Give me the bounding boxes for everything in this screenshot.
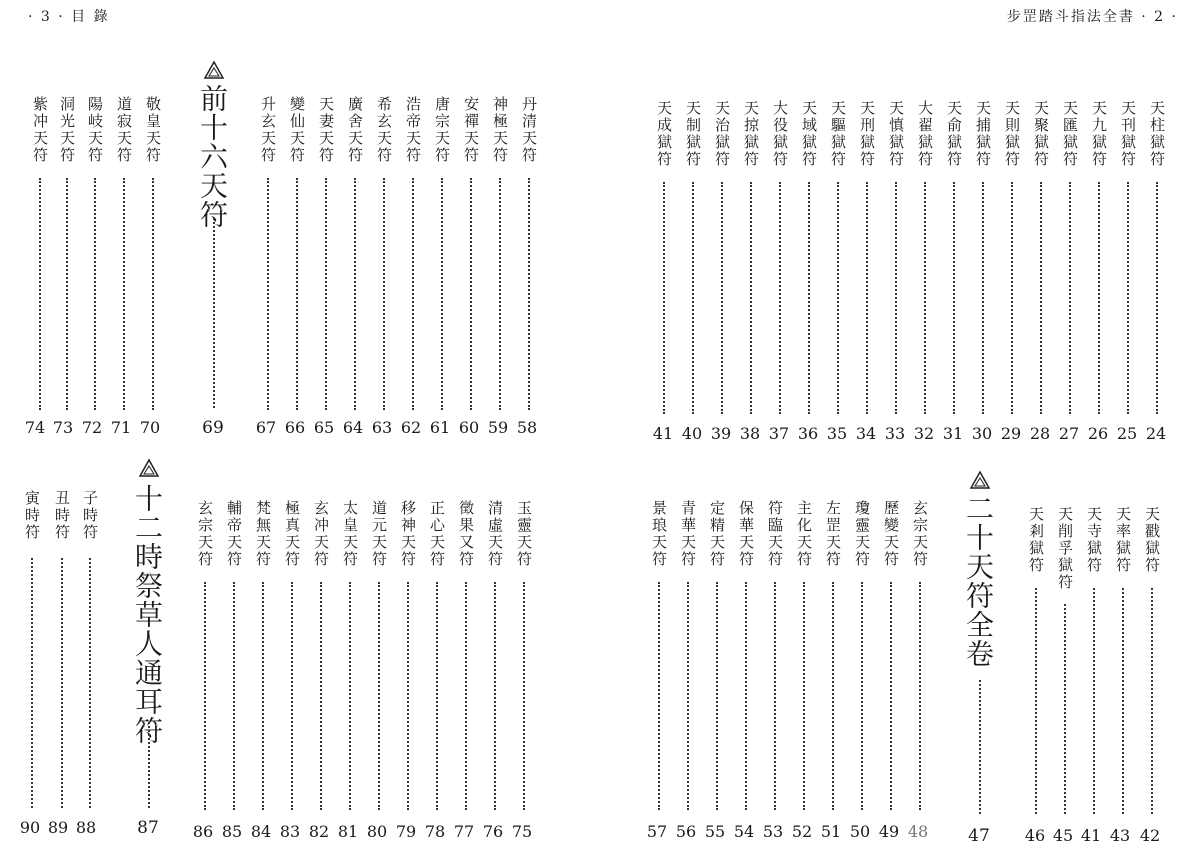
toc-entry-title: 天則獄符 [1003,100,1021,168]
toc-entry-page: 25 [1116,424,1138,443]
toc-entry-title: 天剎獄符 [1027,506,1045,574]
toc-entry-title: 天寺獄符 [1085,506,1103,574]
toc-entry-title: 定精天符 [708,500,726,568]
toc-entry-page: 74 [24,418,46,437]
toc-entry-title: 天刑獄符 [858,100,876,168]
page-header-left: · 3 · 目 錄 [28,9,110,25]
section-page: 69 [202,418,224,438]
section-page: 47 [968,826,990,846]
toc-entry-page: 39 [710,424,732,443]
section-title: 前十六天符 [196,84,229,229]
toc-entry-title: 浩帝天符 [404,96,422,164]
toc-entry-title: 天驅獄符 [829,100,847,168]
toc-entry-title: 天九獄符 [1090,100,1108,168]
toc-entry-title: 景琅天符 [650,500,668,568]
toc-entry-title: 玄冲天符 [312,500,330,568]
toc-entry-title: 左罡天符 [824,500,842,568]
toc-entry-title: 紫冲天符 [31,96,49,164]
toc-entry-page: 28 [1029,424,1051,443]
toc-entry-page: 75 [511,822,533,841]
toc-entry-page: 48 [907,822,929,841]
toc-entry-title: 丑時符 [53,490,71,541]
toc-entry-page: 55 [704,822,726,841]
toc-entry-page: 27 [1058,424,1080,443]
toc-entry-page: 49 [878,822,900,841]
toc-entry-page: 86 [192,822,214,841]
toc-entry-title: 徵果又符 [457,500,475,568]
toc-entry-title: 天俞獄符 [945,100,963,168]
toc-entry-title: 寅時符 [23,490,41,541]
toc-entry-page: 46 [1024,826,1046,845]
toc-entry-page: 26 [1087,424,1109,443]
page-header-right: 步罡踏斗指法全書 · 2 · [1006,9,1178,25]
toc-entry-title: 清虛天符 [486,500,504,568]
triangle-marker-icon [969,470,991,490]
toc-entry-page: 78 [424,822,446,841]
toc-entry-title: 極真天符 [283,500,301,568]
toc-entry-page: 90 [19,818,41,837]
toc-entry-title: 正心天符 [428,500,446,568]
toc-entry-title: 唐宗天符 [433,96,451,164]
section-title: 二十天符全卷 [962,494,995,668]
toc-entry-title: 玄宗天符 [196,500,214,568]
toc-entry-title: 玄宗天符 [911,500,929,568]
toc-entry-page: 40 [681,424,703,443]
toc-entry-title: 神極天符 [491,96,509,164]
toc-entry-page: 51 [820,822,842,841]
toc-entry-title: 天掠獄符 [742,100,760,168]
toc-entry-title: 天妻天符 [317,96,335,164]
toc-entry-title: 保華天符 [737,500,755,568]
toc-entry-page: 67 [255,418,277,437]
toc-entry-page: 65 [313,418,335,437]
triangle-marker-icon [203,60,225,80]
toc-entry-page: 37 [768,424,790,443]
toc-entry-title: 道寂天符 [115,96,133,164]
toc-entry-title: 天成獄符 [655,100,673,168]
toc-entry-title: 子時符 [81,490,99,541]
toc-entry-page: 83 [279,822,301,841]
toc-entry-page: 62 [400,418,422,437]
toc-entry-page: 63 [371,418,393,437]
toc-entry-title: 天率獄符 [1114,506,1132,574]
toc-entry-title: 變仙天符 [288,96,306,164]
toc-entry-page: 89 [47,818,69,837]
toc-entry-title: 天柱獄符 [1148,100,1166,168]
toc-entry-page: 73 [52,418,74,437]
toc-entry-title: 符臨天符 [766,500,784,568]
toc-entry-page: 30 [971,424,993,443]
toc-entry-title: 升玄天符 [259,96,277,164]
toc-entry-title: 希玄天符 [375,96,393,164]
toc-entry-page: 34 [855,424,877,443]
toc-entry-page: 76 [482,822,504,841]
toc-entry-page: 60 [458,418,480,437]
toc-entry-title: 太皇天符 [341,500,359,568]
toc-entry-page: 88 [75,818,97,837]
toc-entry-title: 丹清天符 [520,96,538,164]
toc-entry-page: 81 [337,822,359,841]
toc-entry-title: 天域獄符 [800,100,818,168]
toc-entry-title: 天戳獄符 [1143,506,1161,574]
toc-entry-page: 66 [284,418,306,437]
toc-entry-title: 敬皇天符 [144,96,162,164]
toc-entry-page: 24 [1145,424,1167,443]
toc-entry-page: 57 [646,822,668,841]
toc-entry-page: 38 [739,424,761,443]
toc-entry-title: 梵無天符 [254,500,272,568]
toc-entry-title: 天捕獄符 [974,100,992,168]
toc-entry-page: 59 [487,418,509,437]
toc-entry-page: 31 [942,424,964,443]
section-title: 十二時祭草人通耳符 [131,484,164,745]
section-page: 87 [137,818,159,838]
toc-entry-title: 移神天符 [399,500,417,568]
toc-entry-title: 大役獄符 [771,100,789,168]
toc-entry-title: 大翟獄符 [916,100,934,168]
toc-entry-page: 79 [395,822,417,841]
toc-entry-page: 42 [1139,826,1161,845]
toc-entry-page: 71 [110,418,132,437]
toc-entry-page: 80 [366,822,388,841]
toc-entry-page: 64 [342,418,364,437]
toc-entry-page: 56 [675,822,697,841]
toc-entry-title: 陽岐天符 [86,96,104,164]
toc-entry-page: 45 [1052,826,1074,845]
toc-entry-title: 天制獄符 [684,100,702,168]
toc-entry-title: 主化天符 [795,500,813,568]
toc-entry-title: 道元天符 [370,500,388,568]
toc-entry-page: 58 [516,418,538,437]
toc-entry-page: 32 [913,424,935,443]
toc-entry-title: 天慎獄符 [887,100,905,168]
toc-entry-title: 廣舍天符 [346,96,364,164]
toc-entry-title: 天削孚獄符 [1056,506,1074,591]
toc-entry-page: 72 [81,418,103,437]
toc-entry-page: 29 [1000,424,1022,443]
toc-entry-title: 安禪天符 [462,96,480,164]
toc-entry-page: 35 [826,424,848,443]
toc-entry-page: 53 [762,822,784,841]
toc-entry-page: 33 [884,424,906,443]
toc-entry-page: 54 [733,822,755,841]
toc-entry-title: 歷變天符 [882,500,900,568]
toc-entry-page: 52 [791,822,813,841]
toc-entry-page: 77 [453,822,475,841]
toc-entry-page: 43 [1109,826,1131,845]
toc-entry-page: 84 [250,822,272,841]
toc-entry-page: 61 [429,418,451,437]
toc-entry-page: 82 [308,822,330,841]
toc-entry-title: 天匯獄符 [1061,100,1079,168]
toc-entry-page: 41 [1080,826,1102,845]
toc-entry-page: 85 [221,822,243,841]
toc-entry-page: 36 [797,424,819,443]
toc-entry-title: 玉靈天符 [515,500,533,568]
triangle-marker-icon [138,458,160,478]
toc-entry-page: 41 [652,424,674,443]
toc-entry-page: 70 [139,418,161,437]
toc-entry-title: 天刊獄符 [1119,100,1137,168]
toc-entry-title: 青華天符 [679,500,697,568]
toc-entry-title: 輔帝天符 [225,500,243,568]
toc-entry-page: 50 [849,822,871,841]
toc-entry-title: 天聚獄符 [1032,100,1050,168]
toc-entry-title: 洞光天符 [58,96,76,164]
toc-entry-title: 天治獄符 [713,100,731,168]
toc-entry-title: 瓊靈天符 [853,500,871,568]
